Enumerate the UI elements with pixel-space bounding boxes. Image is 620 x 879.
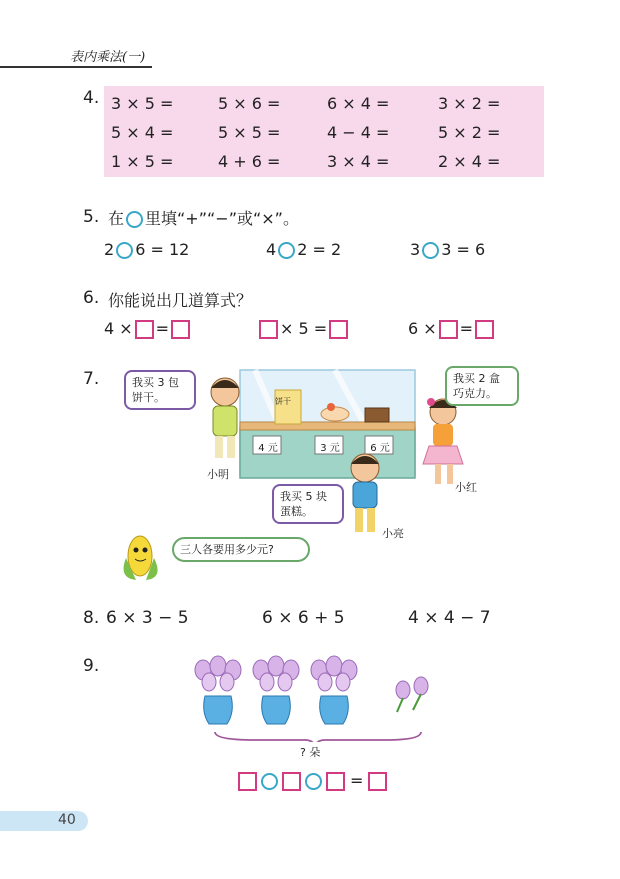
q5-prompt-end: 里填“+”“−”或“×”。 <box>145 209 299 228</box>
q9-box-3[interactable] <box>326 772 345 791</box>
q6-item-2-mid: × 5 = <box>280 319 328 338</box>
q6-item-3-box-a[interactable] <box>439 320 458 339</box>
q9-equation <box>236 771 389 791</box>
q9-circle-1[interactable] <box>261 773 278 790</box>
q6-item-3-box-b[interactable] <box>475 320 494 339</box>
name-xiaoming: 小明 <box>207 468 229 481</box>
q4-eq-r2c2: 5 × 5 = <box>218 123 281 142</box>
q4-eq-r3c4: 2 × 4 = <box>438 152 501 171</box>
xiaohong-figure <box>423 398 463 484</box>
q4-eq-r1c2: 5 × 6 = <box>218 94 281 113</box>
q5-item-1-left: 2 <box>104 240 115 259</box>
q6-prompt: 你能说出几道算式？ <box>108 291 253 310</box>
q5-item-2-left: 4 <box>266 240 277 259</box>
q6-number: 6. <box>83 288 100 308</box>
q5-item-2-circle[interactable] <box>278 242 295 259</box>
vase-2-icon <box>253 656 299 724</box>
xiaoming-figure <box>211 378 239 458</box>
q5-prompt-start: 在 <box>108 209 125 228</box>
q6-item-3-equals: = <box>459 319 474 338</box>
q6-item-1-left: 4 × <box>104 319 133 338</box>
q6-item-2-box-a[interactable] <box>259 320 278 339</box>
q5-prompt-circle-icon <box>126 211 143 228</box>
cake-icon <box>321 407 349 421</box>
q6-item-3-left: 6 × <box>408 319 437 338</box>
q6-item-3 <box>408 319 496 339</box>
vase-1-icon <box>195 656 241 724</box>
q6-item-2-box-b[interactable] <box>329 320 348 339</box>
q5-item-3-circle[interactable] <box>422 242 439 259</box>
q4-number: 4. <box>83 88 100 108</box>
q8-expr-1: 6 × 3 − 5 <box>106 608 189 628</box>
q5-item-1-right: 6 = 12 <box>135 240 190 259</box>
q8-expr-2: 6 × 6 + 5 <box>262 608 345 628</box>
brace-icon <box>215 732 421 742</box>
page-number: 40 <box>58 812 76 828</box>
q4-eq-r2c1: 5 × 4 = <box>111 123 174 142</box>
q5-item-3-right: 3 = 6 <box>441 240 486 259</box>
name-xiaohong: 小红 <box>455 481 477 494</box>
q5-item-1-circle[interactable] <box>116 242 133 259</box>
q9-box-2[interactable] <box>282 772 301 791</box>
q4-eq-r1c3: 6 × 4 = <box>327 94 390 113</box>
name-xiaoliang: 小亮 <box>382 527 404 540</box>
q6-item-1-box-b[interactable] <box>171 320 190 339</box>
q4-eq-r3c3: 3 × 4 = <box>327 152 390 171</box>
q9-circle-2[interactable] <box>305 773 322 790</box>
price-tag-1-text: 4 元 <box>258 443 278 454</box>
q6-item-1-box-a[interactable] <box>135 320 154 339</box>
q9-box-result[interactable] <box>368 772 387 791</box>
q7-number: 7. <box>83 369 100 389</box>
speech-bubble-xiaohong: 我买 2 盒 巧克力。 <box>445 366 519 406</box>
corn-mascot-icon <box>118 528 164 582</box>
speech-bubble-question: 三人各要用多少元? <box>172 537 310 562</box>
q6-item-1 <box>104 319 192 339</box>
q4-eq-r1c1: 3 × 5 = <box>111 94 174 113</box>
speech-bubble-xiaoming: 我买 3 包 饼干。 <box>124 370 196 410</box>
price-tag-3-text: 6 元 <box>370 443 390 454</box>
q5-prompt <box>108 206 299 229</box>
q5-item-3-left: 3 <box>410 240 421 259</box>
speech-bubble-xiaoliang: 我买 5 块 蛋糕。 <box>272 484 344 524</box>
q9-box-1[interactable] <box>238 772 257 791</box>
q9-number: 9. <box>83 656 100 676</box>
header-rule <box>0 66 152 68</box>
q5-item-3 <box>410 240 485 259</box>
biscuit-box-label: 饼干 <box>275 397 291 406</box>
loose-flowers-icon <box>396 677 428 712</box>
flowers-illustration <box>185 652 445 742</box>
q6-item-2 <box>257 319 350 339</box>
counter-top <box>240 422 415 430</box>
q8-number: 8. <box>83 608 100 628</box>
chapter-title: 表内乘法(一) <box>70 50 146 65</box>
xiaoliang-figure <box>351 454 379 532</box>
q4-eq-r2c3: 4 − 4 = <box>327 123 390 142</box>
q4-eq-r3c2: 4 + 6 = <box>218 152 281 171</box>
q5-item-2-right: 2 = 2 <box>297 240 342 259</box>
q4-eq-r3c1: 1 × 5 = <box>111 152 174 171</box>
brace-label: ? 朵 <box>300 746 321 759</box>
q4-eq-r1c4: 3 × 2 = <box>438 94 501 113</box>
q9-equals-sign: = <box>350 771 364 790</box>
q5-item-2 <box>266 240 341 259</box>
price-tag-2-text: 3 元 <box>320 443 340 454</box>
q5-number: 5. <box>83 207 100 227</box>
chocolate-box-icon <box>365 408 389 422</box>
q8-expr-3: 4 × 4 − 7 <box>408 608 491 628</box>
q4-eq-r2c4: 5 × 2 = <box>438 123 501 142</box>
q6-item-1-equals: = <box>155 319 170 338</box>
q5-item-1 <box>104 240 189 259</box>
vase-3-icon <box>311 656 357 724</box>
